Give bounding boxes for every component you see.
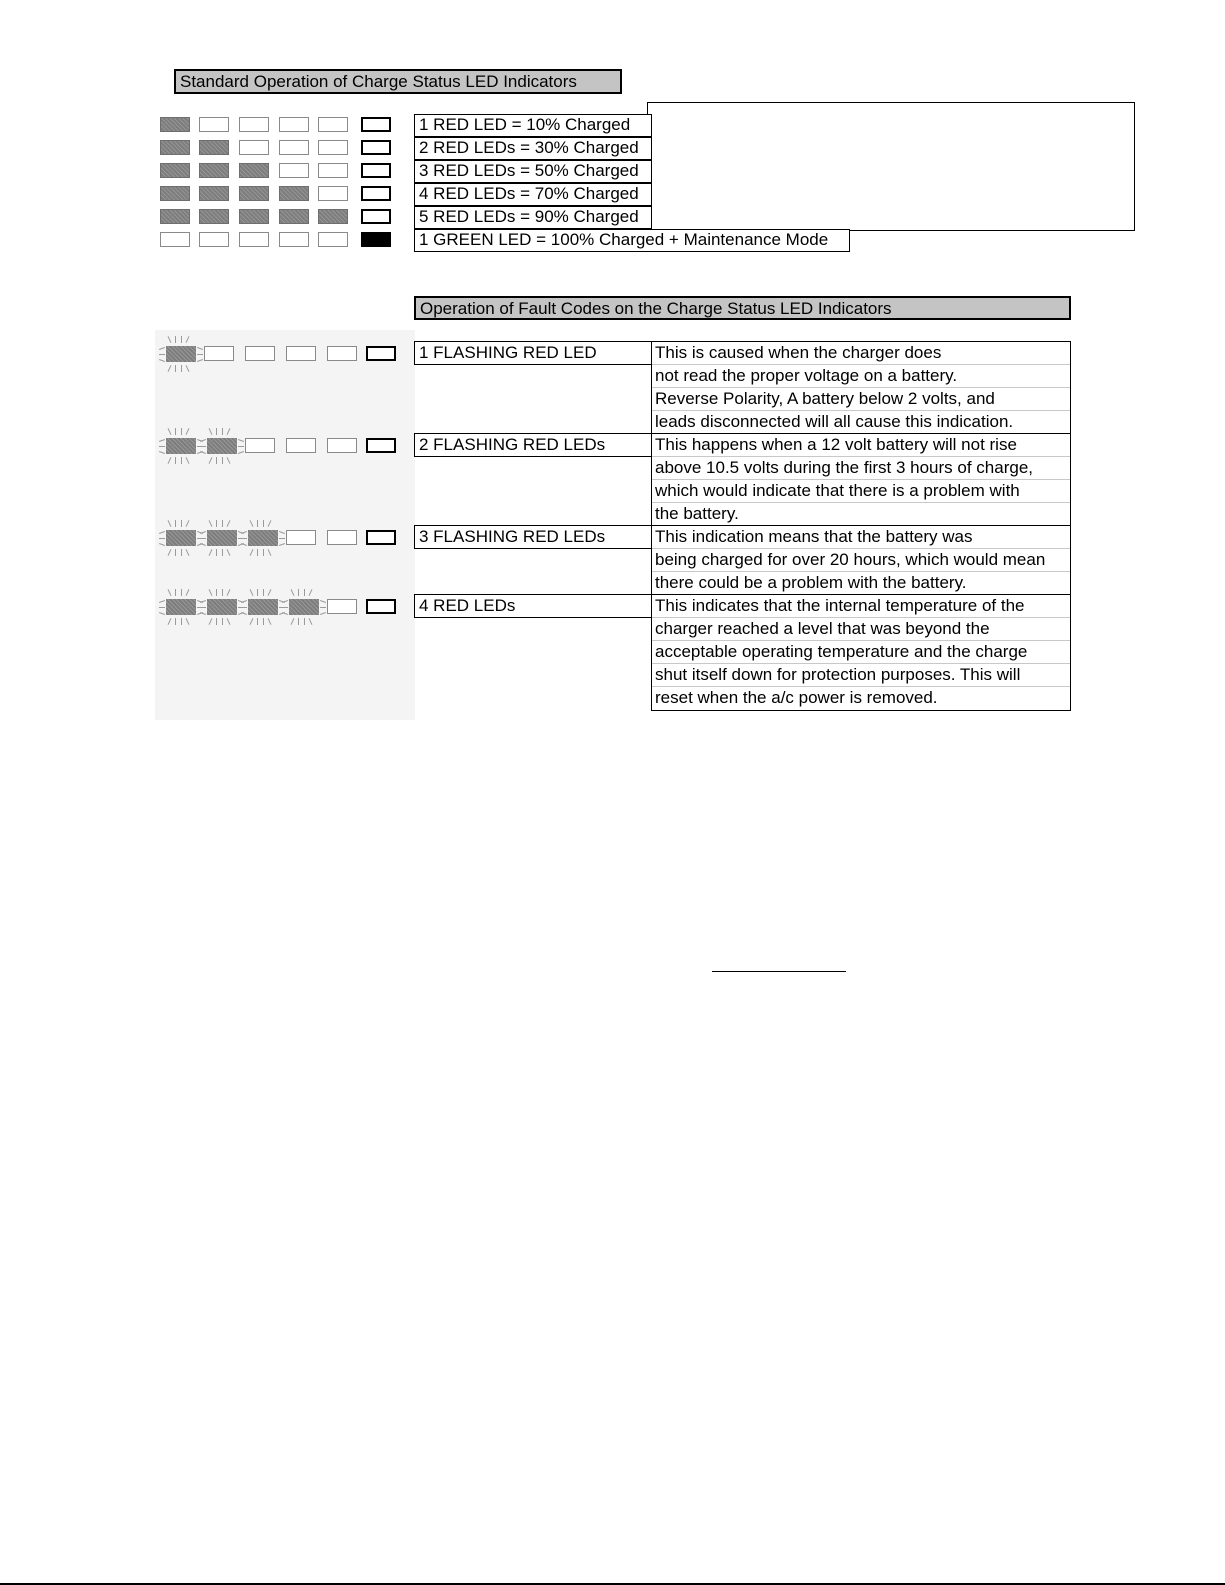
- flash-ray: [227, 428, 231, 435]
- fault-codes-header: Operation of Fault Codes on the Charge Status LED Indicators: [414, 296, 1071, 320]
- red-led-off: [327, 530, 357, 545]
- flash-ray: [159, 543, 165, 546]
- led-row-label: 1 RED LED = 10% Charged: [414, 114, 652, 137]
- flash-ray: [216, 428, 217, 435]
- flash-ray: [181, 589, 182, 596]
- fault-code-label: 1 FLASHING RED LED: [414, 341, 652, 365]
- flash-ray: [238, 439, 244, 442]
- flash-ray: [216, 618, 217, 625]
- flash-ray: [197, 354, 203, 355]
- flash-ray: [186, 365, 190, 372]
- flash-ray: [168, 428, 172, 435]
- red-led-lit: [160, 186, 190, 201]
- fault-description-line: leads disconnected will all cause this indication.: [652, 411, 1070, 434]
- flash-ray: [159, 359, 165, 362]
- flash-ray: [320, 607, 326, 608]
- led-row-label: 2 RED LEDs = 30% Charged: [414, 137, 652, 160]
- red-led-lit: [239, 163, 269, 178]
- flash-ray: [159, 607, 165, 608]
- red-led-off: [327, 438, 357, 453]
- fault-code-label: 3 FLASHING RED LEDs: [414, 525, 652, 549]
- flash-ray: [186, 549, 190, 556]
- flash-ray: [279, 538, 285, 539]
- flash-ray: [168, 520, 172, 527]
- flash-ray: [159, 451, 165, 454]
- flash-ray: [209, 618, 213, 625]
- flash-ray: [200, 600, 206, 603]
- fault-description-line: This happens when a 12 volt battery will not rise: [652, 434, 1070, 457]
- red-led-off: [239, 117, 269, 132]
- flash-ray: [263, 520, 264, 527]
- flash-ray: [250, 549, 254, 556]
- fault-description-line: which would indicate that there is a problem with: [652, 480, 1070, 503]
- red-led-off: [279, 232, 309, 247]
- flash-ray: [186, 618, 190, 625]
- green-led-off: [361, 163, 391, 178]
- green-led-off: [366, 530, 396, 545]
- flash-ray: [250, 520, 254, 527]
- led-row-label: 4 RED LEDs = 70% Charged: [414, 183, 652, 206]
- red-led-off: [239, 140, 269, 155]
- flash-ray: [209, 457, 213, 464]
- flash-ray: [200, 543, 206, 546]
- flash-ray: [263, 589, 264, 596]
- flashing-red-led: [241, 589, 285, 625]
- fault-description-line: This is caused when the charger does: [652, 342, 1070, 365]
- red-led-off: [279, 117, 309, 132]
- flash-ray: [181, 520, 182, 527]
- flash-ray: [186, 457, 190, 464]
- red-led-off: [318, 186, 348, 201]
- green-led-off: [361, 209, 391, 224]
- flash-ray: [209, 589, 213, 596]
- flash-ray: [175, 549, 176, 556]
- fault-description-line: This indicates that the internal temperature of the: [652, 595, 1070, 618]
- flash-ray: [159, 439, 165, 442]
- flash-ray: [159, 612, 165, 615]
- flash-ray: [241, 538, 247, 539]
- flash-ray: [257, 549, 258, 556]
- fault-code-label: 4 RED LEDs: [414, 594, 652, 618]
- flashing-red-led: [200, 428, 244, 464]
- flash-ray: [268, 618, 272, 625]
- flash-ray: [181, 549, 182, 556]
- red-led-lit: [160, 209, 190, 224]
- red-led-lit: [239, 186, 269, 201]
- flash-ray: [186, 336, 190, 343]
- flash-ray: [222, 589, 223, 596]
- flash-ray: [241, 607, 247, 608]
- flash-ray: [197, 359, 203, 362]
- flash-ray: [200, 446, 206, 447]
- fault-code-label: 2 FLASHING RED LEDs: [414, 433, 652, 457]
- standard-operation-header: Standard Operation of Charge Status LED Indicators: [174, 69, 622, 94]
- fault-description-line: charger reached a level that was beyond the: [652, 618, 1070, 641]
- blank-note-box: [647, 102, 1135, 231]
- flash-ray: [181, 457, 182, 464]
- flashing-red-led: [282, 589, 326, 625]
- red-led-lit: [160, 163, 190, 178]
- flash-ray: [197, 347, 203, 350]
- red-led-lit: [199, 163, 229, 178]
- flashing-red-led: [159, 428, 203, 464]
- flash-ray: [222, 618, 223, 625]
- underline-mark: [712, 971, 846, 972]
- red-led-off: [327, 599, 357, 614]
- flash-ray: [175, 428, 176, 435]
- flash-ray: [159, 600, 165, 603]
- red-led-off: [199, 117, 229, 132]
- flash-ray: [200, 531, 206, 534]
- flash-ray: [227, 618, 231, 625]
- flashing-red-led: [159, 336, 203, 372]
- flash-ray: [304, 589, 305, 596]
- flash-ray: [181, 618, 182, 625]
- fault-description-line: being charged for over 20 hours, which would mean: [652, 549, 1070, 572]
- flash-ray: [186, 520, 190, 527]
- flash-ray: [257, 520, 258, 527]
- green-led-off: [361, 186, 391, 201]
- flash-ray: [222, 549, 223, 556]
- flash-ray: [257, 618, 258, 625]
- led-row-label: 1 GREEN LED = 100% Charged + Maintenance Mode: [414, 229, 850, 252]
- flash-ray: [200, 451, 206, 454]
- fault-description-line: the battery.: [652, 503, 1070, 526]
- flash-ray: [291, 618, 295, 625]
- flash-ray: [175, 457, 176, 464]
- flash-ray: [279, 531, 285, 534]
- red-led-off: [199, 232, 229, 247]
- flash-ray: [175, 618, 176, 625]
- flash-ray: [175, 520, 176, 527]
- flashing-red-led: [159, 520, 203, 556]
- flash-ray: [227, 520, 231, 527]
- flash-ray: [250, 589, 254, 596]
- flash-ray: [279, 543, 285, 546]
- red-led-lit: [199, 140, 229, 155]
- red-led-lit: [279, 186, 309, 201]
- flash-ray: [200, 538, 206, 539]
- flash-ray: [175, 365, 176, 372]
- red-led-off: [286, 346, 316, 361]
- red-led-off: [204, 346, 234, 361]
- flash-ray: [309, 589, 313, 596]
- flash-ray: [241, 531, 247, 534]
- flash-ray: [181, 336, 182, 343]
- flash-ray: [209, 428, 213, 435]
- fault-description-line: above 10.5 volts during the first 3 hours of charge,: [652, 457, 1070, 480]
- flash-ray: [309, 618, 313, 625]
- flash-ray: [159, 347, 165, 350]
- flash-ray: [263, 549, 264, 556]
- flash-ray: [250, 618, 254, 625]
- red-led-off: [286, 530, 316, 545]
- green-led-off: [366, 346, 396, 361]
- flash-ray: [268, 589, 272, 596]
- flash-ray: [282, 607, 288, 608]
- green-led-lit: [361, 232, 391, 247]
- fault-description-line: Reverse Polarity, A battery below 2 volts, and: [652, 388, 1070, 411]
- red-led-lit: [318, 209, 348, 224]
- green-led-off: [366, 438, 396, 453]
- fault-description-line: there could be a problem with the battery.: [652, 572, 1070, 595]
- flash-ray: [227, 589, 231, 596]
- flash-ray: [222, 457, 223, 464]
- green-led-off: [361, 140, 391, 155]
- flash-ray: [222, 428, 223, 435]
- flash-ray: [304, 618, 305, 625]
- flash-ray: [159, 531, 165, 534]
- flash-ray: [159, 538, 165, 539]
- red-led-off: [286, 438, 316, 453]
- red-led-lit: [160, 140, 190, 155]
- flash-ray: [298, 589, 299, 596]
- flash-ray: [241, 612, 247, 615]
- green-led-off: [366, 599, 396, 614]
- red-led-lit: [279, 209, 309, 224]
- fault-description-table: [651, 341, 1071, 711]
- fault-led-illustrations: [155, 330, 415, 720]
- fault-description-line: shut itself down for protection purposes. This will: [652, 664, 1070, 687]
- flash-ray: [200, 607, 206, 608]
- flash-ray: [186, 589, 190, 596]
- red-led-off: [160, 232, 190, 247]
- flash-ray: [168, 589, 172, 596]
- fault-description-line: reset when the a/c power is removed.: [655, 688, 938, 707]
- red-led-lit: [160, 117, 190, 132]
- fault-description-line: not read the proper voltage on a battery.: [652, 365, 1070, 388]
- flashing-red-led: [200, 520, 244, 556]
- flash-ray: [168, 618, 172, 625]
- flash-ray: [181, 428, 182, 435]
- flash-ray: [209, 549, 213, 556]
- flash-ray: [241, 543, 247, 546]
- flash-ray: [298, 618, 299, 625]
- red-led-off: [318, 117, 348, 132]
- flash-ray: [227, 549, 231, 556]
- flash-ray: [175, 589, 176, 596]
- flash-ray: [209, 520, 213, 527]
- flash-ray: [216, 549, 217, 556]
- fault-description-line: This indication means that the battery was: [652, 526, 1070, 549]
- flash-ray: [181, 365, 182, 372]
- flash-ray: [186, 428, 190, 435]
- flash-ray: [282, 612, 288, 615]
- flash-ray: [257, 589, 258, 596]
- flash-ray: [168, 336, 172, 343]
- flashing-red-led: [241, 520, 285, 556]
- red-led-off: [327, 346, 357, 361]
- led-row-label: 5 RED LEDs = 90% Charged: [414, 206, 652, 229]
- flash-ray: [200, 612, 206, 615]
- flashing-red-led: [200, 589, 244, 625]
- flash-ray: [222, 520, 223, 527]
- flash-ray: [268, 549, 272, 556]
- flash-ray: [168, 365, 172, 372]
- flashing-red-led: [159, 589, 203, 625]
- flash-ray: [159, 446, 165, 447]
- red-led-lit: [199, 186, 229, 201]
- flash-ray: [216, 589, 217, 596]
- flash-ray: [159, 354, 165, 355]
- flash-ray: [320, 600, 326, 603]
- flash-ray: [227, 457, 231, 464]
- red-led-off: [245, 438, 275, 453]
- flash-ray: [268, 520, 272, 527]
- flash-ray: [216, 457, 217, 464]
- red-led-lit: [199, 209, 229, 224]
- red-led-off: [245, 346, 275, 361]
- red-led-off: [318, 232, 348, 247]
- red-led-off: [318, 163, 348, 178]
- flash-ray: [320, 612, 326, 615]
- flash-ray: [291, 589, 295, 596]
- flash-ray: [238, 446, 244, 447]
- red-led-off: [279, 163, 309, 178]
- flash-ray: [238, 451, 244, 454]
- flash-ray: [168, 549, 172, 556]
- flash-ray: [168, 457, 172, 464]
- flash-ray: [263, 618, 264, 625]
- flash-ray: [282, 600, 288, 603]
- red-led-lit: [239, 209, 269, 224]
- led-row-label: 3 RED LEDs = 50% Charged: [414, 160, 652, 183]
- flash-ray: [200, 439, 206, 442]
- green-led-off: [361, 117, 391, 132]
- flash-ray: [175, 336, 176, 343]
- fault-description-line: acceptable operating temperature and the charge: [652, 641, 1070, 664]
- red-led-off: [239, 232, 269, 247]
- flash-ray: [216, 520, 217, 527]
- flash-ray: [241, 600, 247, 603]
- red-led-off: [318, 140, 348, 155]
- red-led-off: [279, 140, 309, 155]
